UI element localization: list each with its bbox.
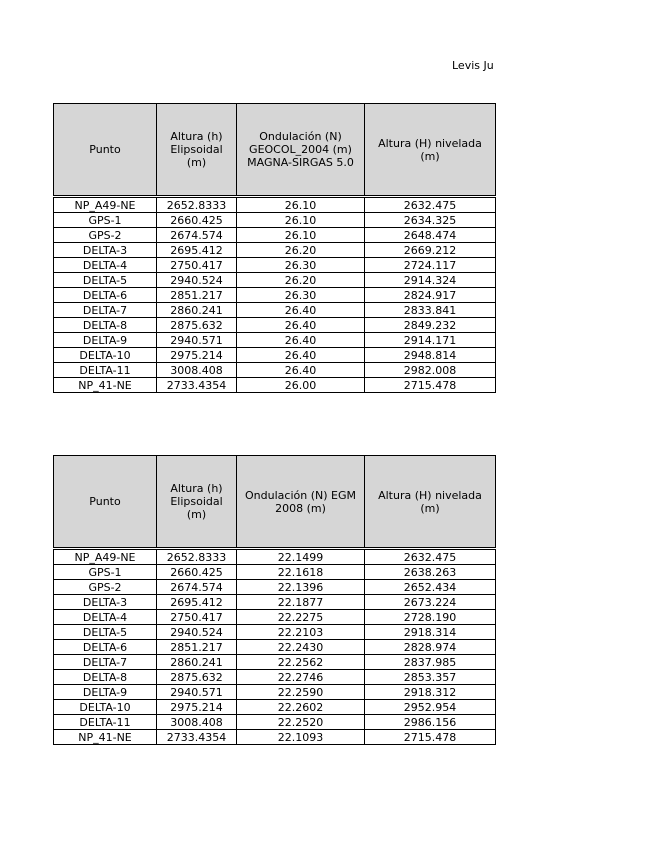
cell-leveled-height: 2828.974: [365, 640, 496, 655]
cell-undulation: 26.30: [237, 288, 365, 303]
cell-leveled-height: 2715.478: [365, 378, 496, 393]
cell-ellipsoidal-height: 2695.412: [157, 243, 237, 258]
cell-ellipsoidal-height: 2652.8333: [157, 198, 237, 213]
cell-leveled-height: 2952.954: [365, 700, 496, 715]
cell-undulation: 22.1093: [237, 730, 365, 745]
cell-ellipsoidal-height: 2660.425: [157, 565, 237, 580]
cell-punto: DELTA-8: [54, 318, 157, 333]
cell-ellipsoidal-height: 2695.412: [157, 595, 237, 610]
cell-ellipsoidal-height: 2875.632: [157, 318, 237, 333]
cell-leveled-height: 2914.324: [365, 273, 496, 288]
table-row: [54, 595, 496, 610]
table-row: [54, 318, 496, 333]
cell-punto: DELTA-3: [54, 595, 157, 610]
table-row: [54, 625, 496, 640]
cell-undulation: 22.1396: [237, 580, 365, 595]
cell-ellipsoidal-height: 2733.4354: [157, 378, 237, 393]
cell-punto: DELTA-10: [54, 348, 157, 363]
cell-undulation: 26.20: [237, 273, 365, 288]
cell-undulation: 22.1618: [237, 565, 365, 580]
cell-ellipsoidal-height: 2660.425: [157, 213, 237, 228]
cell-ellipsoidal-height: 2860.241: [157, 303, 237, 318]
table-row: [54, 258, 496, 273]
cell-leveled-height: 2914.171: [365, 333, 496, 348]
cell-ellipsoidal-height: 2940.571: [157, 685, 237, 700]
header-undulation-egm2008: Ondulación (N) EGM 2008 (m): [237, 456, 365, 548]
table-row: [54, 685, 496, 700]
header-leveled-height: Altura (H) nivelada (m): [365, 104, 496, 196]
cell-leveled-height: 2833.841: [365, 303, 496, 318]
header-punto: Punto: [54, 456, 157, 548]
cell-undulation: 22.2590: [237, 685, 365, 700]
cell-undulation: 26.40: [237, 303, 365, 318]
table-row: [54, 348, 496, 363]
table-row: [54, 363, 496, 378]
cell-punto: DELTA-8: [54, 670, 157, 685]
cell-leveled-height: 2632.475: [365, 550, 496, 565]
cell-punto: DELTA-5: [54, 625, 157, 640]
table-row: [54, 700, 496, 715]
cell-ellipsoidal-height: 2674.574: [157, 580, 237, 595]
cell-punto: DELTA-11: [54, 715, 157, 730]
cell-ellipsoidal-height: 2975.214: [157, 700, 237, 715]
cell-leveled-height: 2986.156: [365, 715, 496, 730]
cell-leveled-height: 2982.008: [365, 363, 496, 378]
cell-punto: DELTA-9: [54, 685, 157, 700]
cell-punto: DELTA-7: [54, 655, 157, 670]
cell-punto: DELTA-10: [54, 700, 157, 715]
cell-undulation: 22.1499: [237, 550, 365, 565]
cell-ellipsoidal-height: 3008.408: [157, 363, 237, 378]
table-row: [54, 198, 496, 213]
cell-leveled-height: 2918.312: [365, 685, 496, 700]
cell-undulation: 22.2746: [237, 670, 365, 685]
table-row: [54, 640, 496, 655]
cell-leveled-height: 2669.212: [365, 243, 496, 258]
cell-ellipsoidal-height: 2674.574: [157, 228, 237, 243]
cell-punto: NP_A49-NE: [54, 550, 157, 565]
table-row: [54, 550, 496, 565]
cell-undulation: 22.2275: [237, 610, 365, 625]
cell-undulation: 26.00: [237, 378, 365, 393]
cell-undulation: 26.40: [237, 333, 365, 348]
cell-punto: DELTA-11: [54, 363, 157, 378]
egm2008-heights-table: [53, 455, 496, 745]
cell-punto: NP_41-NE: [54, 730, 157, 745]
cell-leveled-height: 2632.475: [365, 198, 496, 213]
cell-ellipsoidal-height: 2940.524: [157, 625, 237, 640]
cell-punto: NP_A49-NE: [54, 198, 157, 213]
cell-punto: DELTA-6: [54, 288, 157, 303]
cell-leveled-height: 2634.325: [365, 213, 496, 228]
cell-leveled-height: 2728.190: [365, 610, 496, 625]
cell-undulation: 22.2562: [237, 655, 365, 670]
cell-ellipsoidal-height: 2851.217: [157, 288, 237, 303]
cell-punto: DELTA-4: [54, 258, 157, 273]
table-row: [54, 333, 496, 348]
cell-leveled-height: 2853.357: [365, 670, 496, 685]
cell-leveled-height: 2724.117: [365, 258, 496, 273]
cell-punto: GPS-1: [54, 213, 157, 228]
cell-ellipsoidal-height: 2733.4354: [157, 730, 237, 745]
header-undulation-geocol: Ondulación (N) GEOCOL_2004 (m) MAGNA-SIRGAS 5.0: [237, 104, 365, 196]
cell-punto: DELTA-3: [54, 243, 157, 258]
cell-leveled-height: 2638.263: [365, 565, 496, 580]
cell-leveled-height: 2648.474: [365, 228, 496, 243]
table-row: [54, 715, 496, 730]
header-ellipsoidal-height: Altura (h) Elipsoidal (m): [157, 456, 237, 548]
table-row: [54, 243, 496, 258]
table-row: [54, 228, 496, 243]
cell-leveled-height: 2824.917: [365, 288, 496, 303]
cell-punto: DELTA-6: [54, 640, 157, 655]
cell-leveled-height: 2918.314: [365, 625, 496, 640]
cell-ellipsoidal-height: 2750.417: [157, 610, 237, 625]
cell-undulation: 26.40: [237, 363, 365, 378]
cell-punto: GPS-1: [54, 565, 157, 580]
cell-ellipsoidal-height: 2652.8333: [157, 550, 237, 565]
cell-punto: GPS-2: [54, 580, 157, 595]
header-leveled-height: Altura (H) nivelada (m): [365, 456, 496, 548]
cell-punto: NP_41-NE: [54, 378, 157, 393]
author-name: Levis Ju: [452, 59, 494, 72]
cell-ellipsoidal-height: 2940.524: [157, 273, 237, 288]
table-row: [54, 565, 496, 580]
header-punto: Punto: [54, 104, 157, 196]
table-row: [54, 273, 496, 288]
cell-ellipsoidal-height: 2750.417: [157, 258, 237, 273]
cell-undulation: 26.10: [237, 213, 365, 228]
cell-undulation: 22.2602: [237, 700, 365, 715]
table-row: [54, 655, 496, 670]
cell-punto: GPS-2: [54, 228, 157, 243]
cell-leveled-height: 2673.224: [365, 595, 496, 610]
cell-punto: DELTA-5: [54, 273, 157, 288]
cell-ellipsoidal-height: 2875.632: [157, 670, 237, 685]
cell-undulation: 26.20: [237, 243, 365, 258]
cell-ellipsoidal-height: 2860.241: [157, 655, 237, 670]
cell-ellipsoidal-height: 2940.571: [157, 333, 237, 348]
cell-undulation: 22.2520: [237, 715, 365, 730]
table-row: [54, 610, 496, 625]
cell-punto: DELTA-9: [54, 333, 157, 348]
table-row: [54, 730, 496, 745]
table-row: [54, 580, 496, 595]
cell-undulation: 26.10: [237, 228, 365, 243]
cell-undulation: 22.2103: [237, 625, 365, 640]
table-header-row: [54, 104, 496, 196]
cell-ellipsoidal-height: 2975.214: [157, 348, 237, 363]
cell-ellipsoidal-height: 2851.217: [157, 640, 237, 655]
cell-ellipsoidal-height: 3008.408: [157, 715, 237, 730]
table-header-row: [54, 456, 496, 548]
cell-leveled-height: 2837.985: [365, 655, 496, 670]
cell-undulation: 22.2430: [237, 640, 365, 655]
cell-leveled-height: 2948.814: [365, 348, 496, 363]
cell-undulation: 26.40: [237, 348, 365, 363]
cell-leveled-height: 2849.232: [365, 318, 496, 333]
cell-undulation: 26.30: [237, 258, 365, 273]
cell-undulation: 26.10: [237, 198, 365, 213]
table-row: [54, 670, 496, 685]
table-row: [54, 213, 496, 228]
table-row: [54, 303, 496, 318]
table-row: [54, 378, 496, 393]
cell-undulation: 22.1877: [237, 595, 365, 610]
cell-undulation: 26.40: [237, 318, 365, 333]
cell-punto: DELTA-7: [54, 303, 157, 318]
geocol-heights-table: [53, 103, 496, 393]
table-row: [54, 288, 496, 303]
cell-punto: DELTA-4: [54, 610, 157, 625]
cell-leveled-height: 2652.434: [365, 580, 496, 595]
header-ellipsoidal-height: Altura (h) Elipsoidal (m): [157, 104, 237, 196]
cell-leveled-height: 2715.478: [365, 730, 496, 745]
